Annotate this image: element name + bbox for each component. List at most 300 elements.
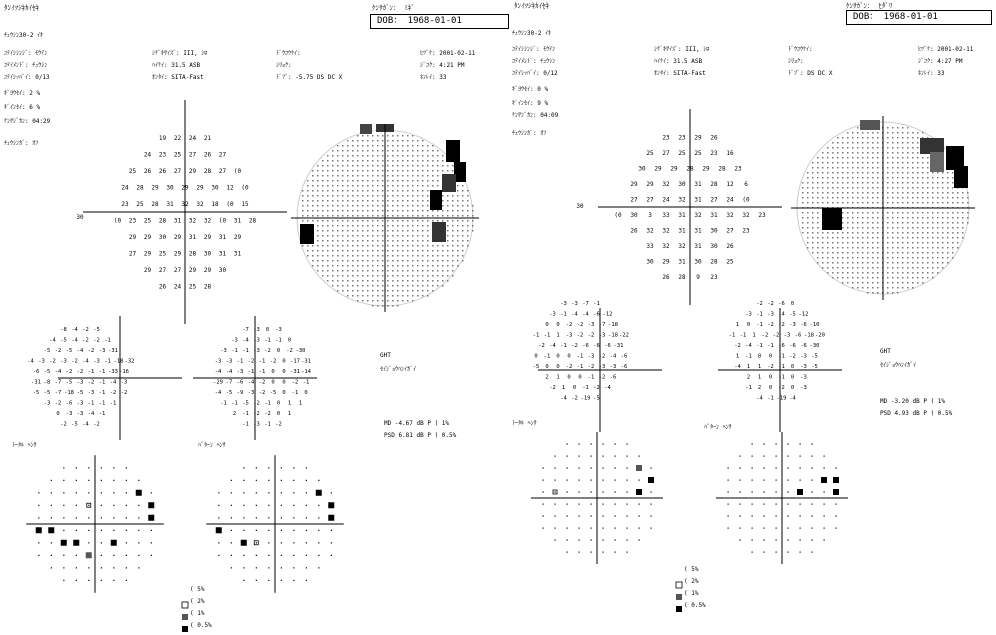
left-grayscale-dot	[442, 260, 444, 262]
right-td-map-dot	[567, 492, 568, 493]
right-grayscale-dot	[897, 252, 899, 254]
left-grayscale-dot	[417, 260, 419, 262]
right-grayscale-dot	[862, 182, 864, 184]
legend-05: ( 0.5%	[684, 602, 706, 609]
right-pd-map-dot	[740, 468, 741, 469]
left-pd-map-dot	[243, 530, 244, 531]
left-grayscale-dot	[337, 225, 339, 227]
right-grayscale-dot	[907, 282, 909, 284]
right-patterndev-value: 0	[768, 384, 773, 391]
left-grayscale-dot	[382, 175, 384, 177]
right-grayscale-dot	[852, 177, 854, 179]
right-grayscale-dot	[897, 262, 899, 264]
right-grayscale-dot	[842, 257, 844, 259]
right-grayscale-dot	[892, 192, 894, 194]
left-grayscale-dot	[442, 265, 444, 267]
left-grayscale-dot	[372, 180, 374, 182]
left-pd-map-dot	[268, 492, 269, 493]
right-td-map-dot	[579, 480, 580, 481]
right-totaldev-value: -2	[571, 395, 578, 402]
left-grayscale-dot	[347, 255, 349, 257]
right-td-map-dot	[603, 468, 604, 469]
right-td-map-dot	[543, 468, 544, 469]
right-grayscale-dot	[872, 177, 874, 179]
left-grayscale-dot	[332, 210, 334, 212]
left-grayscale-dot	[392, 245, 394, 247]
left-grayscale-dot	[367, 200, 369, 202]
left-patterndev-value: -5	[242, 400, 249, 407]
rx: ﾄﾞﾌﾞ: DS DC X	[788, 70, 833, 77]
left-patterndev-value: -2	[275, 421, 282, 428]
right-grayscale-dot	[937, 217, 939, 219]
right-pd-map-sym-05	[797, 489, 803, 495]
left-grayscale-dot	[437, 285, 439, 287]
right-td-map-dot	[627, 456, 628, 457]
left-td-map-dot	[63, 567, 64, 568]
left-grayscale-dot	[327, 175, 329, 177]
dob-box: DOB： 1968-01-01	[370, 14, 509, 29]
right-grayscale-dot	[832, 147, 834, 149]
right-grayscale-dot	[847, 197, 849, 199]
right-pd-map-dot	[740, 528, 741, 529]
right-grayscale-dot	[817, 217, 819, 219]
right-grayscale-dot	[952, 257, 954, 259]
right-grayscale-dot	[852, 182, 854, 184]
left-grayscale-dot	[392, 215, 394, 217]
right-grayscale-dot	[857, 187, 859, 189]
right-sens-value: 24	[726, 196, 734, 204]
left-grayscale-dot	[442, 205, 444, 207]
right-grayscale-dot	[827, 257, 829, 259]
right-grayscale-dot	[827, 177, 829, 179]
right-grayscale-dot	[837, 237, 839, 239]
left-grayscale-dot	[422, 155, 424, 157]
left-grayscale-dot	[432, 215, 434, 217]
left-grayscale-dot	[367, 295, 369, 297]
fovea: ﾁｭｳｼﾝｶﾞ: ｵﾌ	[512, 130, 547, 137]
left-totaldev-value: -5	[43, 368, 51, 375]
left-grayscale-dot	[382, 190, 384, 192]
left-grayscale-dot	[367, 285, 369, 287]
left-grayscale-dot	[417, 230, 419, 232]
right-grayscale-dot	[907, 167, 909, 169]
left-patterndev-value: 0	[282, 379, 286, 386]
right-grayscale-dot	[832, 202, 834, 204]
left-pd-map-dot	[293, 555, 294, 556]
left-grayscale-dot	[377, 240, 379, 242]
left-grayscale-dot	[332, 225, 334, 227]
left-grayscale-dot	[437, 210, 439, 212]
left-grayscale-dot	[347, 205, 349, 207]
right-grayscale-dot	[872, 132, 874, 134]
left-grayscale-dot	[387, 175, 389, 177]
right-patterndev-value: -2	[772, 332, 780, 339]
right-grayscale-dot	[932, 267, 934, 269]
test-duration: ｹﾝｻｼﾞｶﾝ: 04:29	[4, 118, 51, 125]
left-grayscale-dot	[307, 245, 309, 247]
right-grayscale-dot	[887, 157, 889, 159]
right-grayscale-dot	[822, 172, 824, 174]
left-td-map-dot	[38, 555, 39, 556]
left-grayscale-dot	[422, 145, 424, 147]
left-grayscale-dot	[342, 145, 344, 147]
left-grayscale-dot	[392, 180, 394, 182]
right-grayscale-dot	[837, 252, 839, 254]
left-grayscale-dot	[357, 230, 359, 232]
right-grayscale-dot	[857, 237, 859, 239]
right-grayscale-dot	[922, 197, 924, 199]
right-grayscale-dot	[947, 262, 949, 264]
left-pd-map-dot	[293, 505, 294, 506]
left-grayscale-dot	[382, 230, 384, 232]
left-grayscale-dot	[342, 280, 344, 282]
left-pd-map-dot	[243, 505, 244, 506]
right-grayscale-dot	[932, 217, 934, 219]
left-grayscale-dot	[342, 155, 344, 157]
left-patterndev-value: 1	[287, 400, 292, 407]
left-grayscale-dot	[327, 200, 329, 202]
left-grayscale-dot	[347, 185, 349, 187]
left-grayscale-dot	[367, 170, 369, 172]
left-grayscale-dot	[352, 290, 354, 292]
right-grayscale-dot	[922, 237, 924, 239]
left-patterndev-value: -31	[301, 358, 311, 365]
left-pd-map-dot	[256, 505, 257, 506]
left-grayscale-dot	[442, 255, 444, 257]
left-grayscale-dot	[402, 225, 404, 227]
right-totaldev-value: -4	[560, 395, 567, 402]
left-sens-value: 24	[143, 151, 152, 159]
right-grayscale-dot	[927, 277, 929, 279]
left-grayscale-dot	[362, 205, 364, 207]
left-grayscale-dot	[362, 195, 364, 197]
right-grayscale-dot	[927, 252, 929, 254]
left-totaldev-value: -2	[60, 421, 67, 428]
left-totaldev-value: -1	[87, 368, 95, 375]
right-patterndev-value: -3	[789, 321, 796, 328]
left-patterndev-value: -1	[264, 421, 271, 428]
right-td-map-dot	[651, 468, 652, 469]
left-grayscale-dot	[402, 285, 404, 287]
right-patterndev-value: -2	[778, 321, 785, 328]
right-grayscale-dot	[842, 197, 844, 199]
right-grayscale-dot	[837, 202, 839, 204]
right-totaldev-value: -4	[571, 311, 578, 318]
left-sens-value: 32	[196, 200, 204, 208]
left-grayscale-dot	[337, 250, 339, 252]
right-grayscale-dot	[952, 227, 954, 229]
right-grayscale-dot	[912, 152, 914, 154]
right-grayscale-dot	[877, 162, 879, 164]
left-grayscale-dot	[327, 210, 329, 212]
right-grayscale-dot	[892, 277, 894, 279]
right-grayscale-dot	[827, 152, 829, 154]
right-grayscale-dot	[847, 277, 849, 279]
left-totaldev-value: -4	[49, 337, 56, 344]
left-grayscale-dot	[367, 270, 369, 272]
left-grayscale-dot	[357, 280, 359, 282]
left-grayscale-dot	[382, 305, 384, 307]
left-grayscale-dot	[357, 185, 359, 187]
left-grayscale-dot	[427, 285, 429, 287]
left-grayscale-dot	[352, 215, 354, 217]
right-grayscale-dot	[897, 272, 899, 274]
left-totaldev-value: -2	[54, 347, 62, 354]
right-grayscale-dot	[832, 197, 834, 199]
left-grayscale-dot	[452, 240, 454, 242]
right-grayscale-dot	[922, 262, 924, 264]
right-grayscale-dot	[922, 177, 924, 179]
left-grayscale-dot	[387, 150, 389, 152]
right-grayscale-dot	[807, 187, 809, 189]
left-pd-map-dot	[231, 505, 232, 506]
left-grayscale-dot	[337, 150, 339, 152]
left-sens-value: 25	[143, 217, 152, 225]
left-pd-map-dot	[268, 542, 269, 543]
right-grayscale-dot	[807, 222, 809, 224]
right-td-map-dot	[627, 528, 628, 529]
right-grayscale-dot	[837, 197, 839, 199]
left-grayscale-dot	[382, 205, 384, 207]
left-totaldev-value: -4	[82, 421, 89, 428]
right-grayscale-dot	[962, 212, 964, 214]
right-grayscale-dot	[822, 157, 824, 159]
left-grayscale-dot	[397, 195, 399, 197]
left-grayscale-dot	[337, 220, 339, 222]
left-pd-map-dot	[243, 517, 244, 518]
right-grayscale-dot	[927, 187, 929, 189]
right-grayscale-dot	[847, 232, 849, 234]
right-grayscale-dot	[902, 217, 904, 219]
right-grayscale-dot	[877, 282, 879, 284]
right-grayscale-dot	[877, 262, 879, 264]
right-pd-map-dot	[812, 540, 813, 541]
left-td-map-dot	[126, 542, 127, 543]
right-sens-value: 12	[726, 180, 734, 188]
right-grayscale-dot	[892, 247, 894, 249]
right-grayscale-dot	[867, 142, 869, 144]
left-pd-map-dot	[293, 580, 294, 581]
right-grayscale-dot	[897, 202, 899, 204]
left-grayscale-dot	[357, 295, 359, 297]
left-pd-map-dot	[318, 567, 319, 568]
left-td-map-dot	[63, 480, 64, 481]
right-td-map-dot	[567, 516, 568, 517]
left-grayscale-dot	[447, 245, 449, 247]
left-grayscale-dot	[392, 255, 394, 257]
left-grayscale-dot	[467, 245, 469, 247]
left-pd-map-dot	[256, 567, 257, 568]
left-grayscale-dot	[377, 190, 379, 192]
left-grayscale-dot	[407, 230, 409, 232]
right-grayscale-dot	[937, 262, 939, 264]
right-grayscale-dot	[927, 212, 929, 214]
right-grayscale-dot	[912, 272, 914, 274]
left-grayscale-dot	[402, 250, 404, 252]
right-pd-map-dot	[764, 516, 765, 517]
report-title: ﾀﾝｲﾂｼｷｶｲｾｷ	[514, 2, 549, 10]
left-grayscale-dot	[332, 235, 334, 237]
right-grayscale-dot	[817, 212, 819, 214]
legend-5: ( 5%	[684, 566, 699, 573]
left-grayscale-dot	[347, 230, 349, 232]
right-grayscale-dot	[827, 247, 829, 249]
right-grayscale-dot	[877, 197, 879, 199]
right-grayscale-dot	[902, 267, 904, 269]
right-grayscale-dot	[802, 217, 804, 219]
left-grayscale-dot	[372, 270, 374, 272]
right-grayscale-dot	[847, 257, 849, 259]
right-grayscale-dot	[952, 187, 954, 189]
left-grayscale-dot	[412, 180, 414, 182]
left-grayscale-dot	[342, 285, 344, 287]
right-grayscale-dot	[907, 212, 909, 214]
left-td-map-sym-05	[73, 540, 79, 546]
left-grayscale-dot	[327, 160, 329, 162]
right-grayscale-dot	[817, 232, 819, 234]
right-totaldev-value: -22	[619, 332, 629, 339]
right-grayscale-dot	[917, 232, 919, 234]
right-grayscale-dot	[872, 267, 874, 269]
left-grayscale-dot	[302, 200, 304, 202]
false-pos: ｷﾞﾖｳｾｲ: 2 %	[4, 90, 41, 97]
right-grayscale-dot	[892, 162, 894, 164]
right-td-map-dot	[639, 516, 640, 517]
right-grayscale-dot	[927, 272, 929, 274]
left-sens-value: 28	[158, 217, 167, 225]
left-grayscale-dot	[372, 190, 374, 192]
right-grayscale-dot	[842, 217, 844, 219]
left-grayscale-dot	[352, 210, 354, 212]
left-grayscale-dot	[367, 205, 369, 207]
left-grayscale-dot	[447, 255, 449, 257]
right-grayscale-dot	[942, 212, 944, 214]
right-grayscale-dot	[902, 152, 904, 154]
left-grayscale-dot	[327, 205, 329, 207]
right-grayscale-dot	[902, 137, 904, 139]
left-grayscale-dot	[352, 280, 354, 282]
left-sens-value: 26	[158, 167, 167, 175]
left-grayscale-dot	[402, 280, 404, 282]
left-grayscale-dot	[352, 140, 354, 142]
right-patterndev-value: -5	[811, 353, 818, 360]
right-grayscale-dot	[832, 142, 834, 144]
right-grayscale-dot	[832, 187, 834, 189]
right-grayscale-dot	[862, 232, 864, 234]
left-td-map-dot	[51, 542, 52, 543]
left-grayscale-dot	[352, 235, 354, 237]
right-grayscale-dot	[897, 192, 899, 194]
left-td-map-dot	[63, 492, 64, 493]
left-sens-value: 31	[218, 233, 227, 241]
left-grayscale-dot	[442, 165, 444, 167]
left-grayscale-dot	[377, 165, 379, 167]
left-grayscale-dot	[397, 290, 399, 292]
left-grayscale-dot	[427, 255, 429, 257]
left-grayscale-dot	[357, 155, 359, 157]
right-sens-value: 31	[694, 227, 702, 235]
left-pd-map-dot	[281, 530, 282, 531]
left-grayscale-dot	[302, 205, 304, 207]
left-grayscale-dot	[337, 270, 339, 272]
right-grayscale-dot	[927, 162, 929, 164]
right-grayscale-dot	[847, 252, 849, 254]
left-pd-map-dot	[256, 542, 257, 543]
right-grayscale-dot	[937, 172, 939, 174]
right-grayscale-dot	[872, 157, 874, 159]
left-td-map-dot	[101, 492, 102, 493]
right-totaldev-value: -6	[593, 311, 600, 318]
right-grayscale-dot	[917, 202, 919, 204]
left-grayscale-dot	[457, 235, 459, 237]
left-grayscale-dot	[352, 175, 354, 177]
left-grayscale-dot	[332, 285, 334, 287]
right-pd-map-dot	[728, 516, 729, 517]
left-totaldev-value: -3	[76, 400, 84, 407]
right-grayscale-dot	[947, 232, 949, 234]
left-grayscale-dot	[387, 215, 389, 217]
right-patterndev-value: -3	[767, 311, 774, 318]
left-grayscale-dot	[352, 180, 354, 182]
right-grayscale-dot	[897, 267, 899, 269]
left-grayscale-dot	[442, 160, 444, 162]
left-pd-map-dot	[281, 505, 282, 506]
left-grayscale-dot	[387, 135, 389, 137]
right-patterndev-value: -1	[728, 332, 736, 339]
left-grayscale-dot	[442, 250, 444, 252]
left-grayscale-dot	[322, 200, 324, 202]
left-patterndev-value: -6	[236, 379, 244, 386]
right-grayscale-dot	[917, 177, 919, 179]
left-grayscale-dot	[377, 285, 379, 287]
right-grayscale-dot	[827, 237, 829, 239]
left-grayscale-dot	[402, 230, 404, 232]
left-grayscale-dot	[337, 240, 339, 242]
left-pd-map-dot	[281, 580, 282, 581]
right-grayscale-dot	[927, 222, 929, 224]
right-grayscale-dot	[897, 287, 899, 289]
right-totaldev-value: 0	[567, 374, 571, 381]
left-grayscale-dot	[307, 250, 309, 252]
left-grayscale-dot	[412, 270, 414, 272]
left-grayscale-dot	[387, 245, 389, 247]
right-grayscale-dot	[847, 132, 849, 134]
left-grayscale-dot	[322, 270, 324, 272]
right-grayscale-dot	[937, 197, 939, 199]
right-grayscale-dot	[817, 192, 819, 194]
left-patterndev-value: 1	[298, 400, 303, 407]
right-grayscale-dot	[857, 262, 859, 264]
left-td-map-dot	[126, 505, 127, 506]
right-grayscale-dot	[922, 257, 924, 259]
right-grayscale-dot	[922, 167, 924, 169]
left-grayscale-dot	[412, 250, 414, 252]
left-grayscale-dot	[337, 285, 339, 287]
left-td-map-dot	[88, 505, 89, 506]
right-grayscale-dot	[817, 222, 819, 224]
left-grayscale-dot	[377, 215, 379, 217]
right-grayscale-dot	[892, 212, 894, 214]
left-grayscale-dot	[362, 260, 364, 262]
right-sens-value: 28	[718, 165, 726, 173]
left-grayscale-dot	[472, 215, 474, 217]
left-grayscale-dot	[417, 225, 419, 227]
right-patterndev-value: -10	[809, 321, 820, 328]
right-grayscale-dot	[892, 182, 894, 184]
right-td-map-dot	[627, 516, 628, 517]
right-sens-value: 32	[678, 242, 686, 250]
left-grayscale-dot	[462, 190, 464, 192]
